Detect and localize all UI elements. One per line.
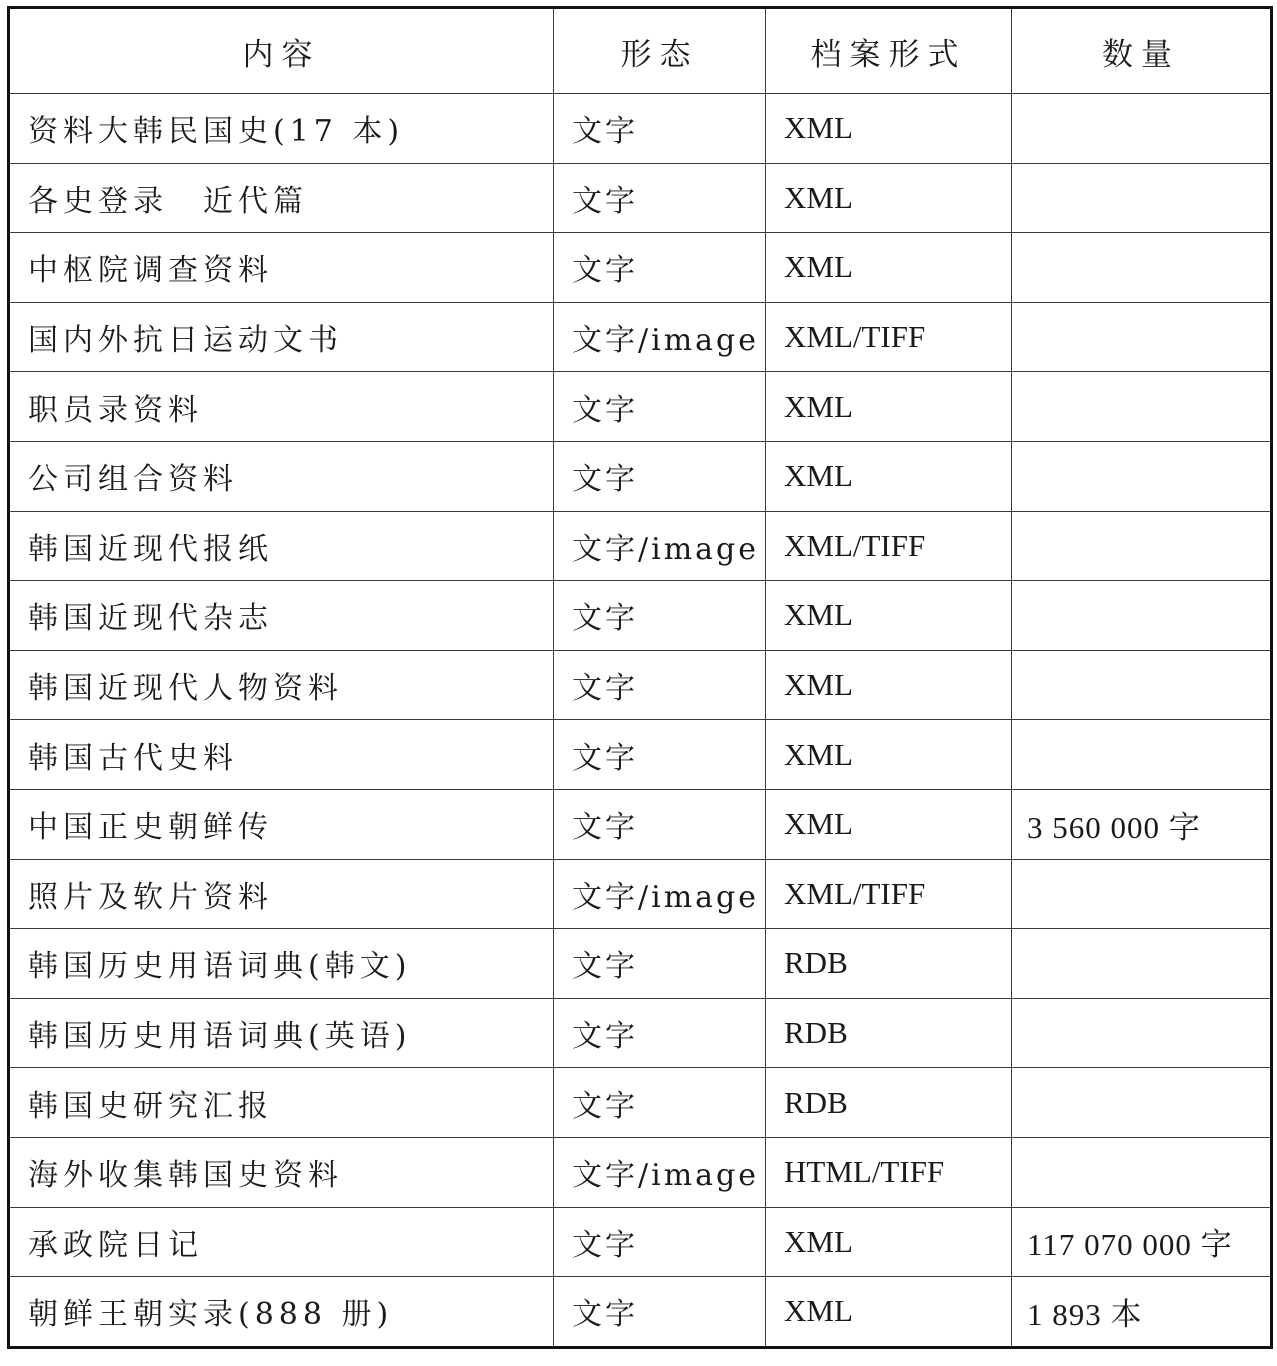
cell-quantity [1012, 94, 1272, 164]
cell-format: XML [766, 441, 1012, 511]
cell-content: 海外收集韩国史资料 [9, 1137, 554, 1207]
cell-quantity [1012, 1137, 1272, 1207]
header-row [9, 8, 1272, 94]
table-row [9, 302, 1272, 372]
table-row [9, 998, 1272, 1068]
header-form: 形态 [554, 8, 766, 94]
cell-quantity [1012, 859, 1272, 929]
cell-content: 公司组合资料 [9, 441, 554, 511]
table-body [9, 94, 1272, 1348]
cell-form: 文字 [554, 581, 766, 651]
cell-content: 韩国古代史料 [9, 720, 554, 790]
cell-form: 文字/image [554, 1137, 766, 1207]
cell-quantity [1012, 720, 1272, 790]
cell-format: XML [766, 163, 1012, 233]
table-row [9, 372, 1272, 442]
cell-quantity: 1 893 本 [1012, 1277, 1272, 1348]
cell-quantity [1012, 511, 1272, 581]
cell-form: 文字/image [554, 859, 766, 929]
cell-content: 国内外抗日运动文书 [9, 302, 554, 372]
table-row [9, 859, 1272, 929]
cell-form: 文字 [554, 1207, 766, 1277]
table-row [9, 1068, 1272, 1138]
cell-format: XML [766, 372, 1012, 442]
cell-form: 文字 [554, 372, 766, 442]
table-row [9, 233, 1272, 303]
cell-content: 韩国历史用语词典(韩文) [9, 929, 554, 999]
table-row [9, 1207, 1272, 1277]
cell-quantity [1012, 581, 1272, 651]
cell-quantity: 3 560 000 字 [1012, 789, 1272, 859]
cell-form: 文字 [554, 163, 766, 233]
cell-format: XML [766, 233, 1012, 303]
cell-format: XML [766, 1277, 1012, 1348]
cell-form: 文字 [554, 94, 766, 164]
cell-form: 文字 [554, 720, 766, 790]
table-header [9, 8, 1272, 94]
cell-format: XML [766, 94, 1012, 164]
cell-quantity [1012, 650, 1272, 720]
header-content: 内容 [9, 8, 554, 94]
cell-format: XML [766, 581, 1012, 651]
cell-content: 各史登录 近代篇 [9, 163, 554, 233]
cell-format: RDB [766, 929, 1012, 999]
cell-content: 韩国历史用语词典(英语) [9, 998, 554, 1068]
cell-quantity [1012, 233, 1272, 303]
cell-quantity [1012, 441, 1272, 511]
archive-table [7, 6, 1273, 1349]
header-quantity: 数量 [1012, 8, 1272, 94]
cell-form: 文字 [554, 233, 766, 303]
cell-quantity [1012, 1068, 1272, 1138]
cell-content: 承政院日记 [9, 1207, 554, 1277]
cell-content: 资料大韩民国史(17 本) [9, 94, 554, 164]
cell-content: 照片及软片资料 [9, 859, 554, 929]
cell-content: 韩国近现代人物资料 [9, 650, 554, 720]
cell-quantity [1012, 998, 1272, 1068]
cell-form: 文字 [554, 789, 766, 859]
cell-format: XML/TIFF [766, 859, 1012, 929]
cell-form: 文字 [554, 650, 766, 720]
cell-quantity [1012, 302, 1272, 372]
cell-format: XML/TIFF [766, 511, 1012, 581]
table-row [9, 720, 1272, 790]
cell-format: HTML/TIFF [766, 1137, 1012, 1207]
cell-format: XML [766, 1207, 1012, 1277]
table-row [9, 441, 1272, 511]
table-row [9, 1137, 1272, 1207]
cell-form: 文字 [554, 441, 766, 511]
cell-quantity: 117 070 000 字 [1012, 1207, 1272, 1277]
cell-content: 中枢院调查资料 [9, 233, 554, 303]
cell-form: 文字 [554, 998, 766, 1068]
table-row [9, 511, 1272, 581]
table-row [9, 650, 1272, 720]
cell-quantity [1012, 163, 1272, 233]
cell-format: XML [766, 650, 1012, 720]
table-row [9, 163, 1272, 233]
table-row [9, 1277, 1272, 1348]
cell-content: 韩国史研究汇报 [9, 1068, 554, 1138]
header-format: 档案形式 [766, 8, 1012, 94]
cell-format: RDB [766, 998, 1012, 1068]
cell-content: 职员录资料 [9, 372, 554, 442]
cell-content: 朝鲜王朝实录(888 册) [9, 1277, 554, 1348]
cell-format: XML [766, 720, 1012, 790]
cell-quantity [1012, 929, 1272, 999]
cell-content: 韩国近现代报纸 [9, 511, 554, 581]
table-row [9, 94, 1272, 164]
table-row [9, 929, 1272, 999]
cell-form: 文字/image [554, 511, 766, 581]
cell-format: XML/TIFF [766, 302, 1012, 372]
cell-form: 文字 [554, 929, 766, 999]
cell-format: XML [766, 789, 1012, 859]
cell-quantity [1012, 372, 1272, 442]
cell-form: 文字 [554, 1068, 766, 1138]
cell-format: RDB [766, 1068, 1012, 1138]
cell-form: 文字 [554, 1277, 766, 1348]
cell-content: 韩国近现代杂志 [9, 581, 554, 651]
cell-form: 文字/image [554, 302, 766, 372]
table-row [9, 789, 1272, 859]
cell-content: 中国正史朝鲜传 [9, 789, 554, 859]
table-row [9, 581, 1272, 651]
